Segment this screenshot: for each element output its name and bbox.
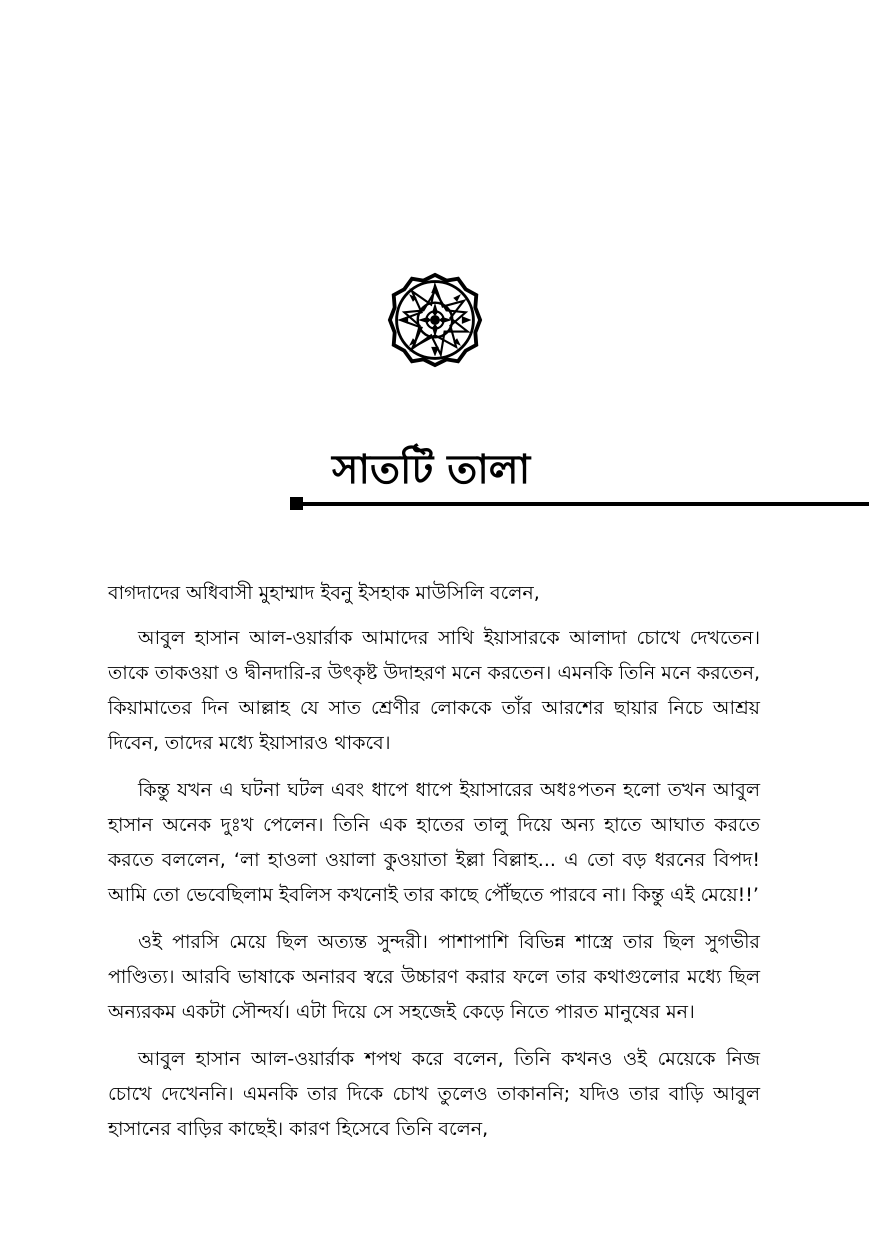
paragraph: ওই পারসি মেয়ে ছিল অত্যন্ত সুন্দরী। পাশাপাশি বিভিন্ন শাস্ত্রে তার ছিল সুগভীর পাণ্ডিত্য। আরবি ভাষাকে অনারব স্বরে উচ্চারণ করার ফলে তার কথাগুলোর মধ্যে ছিল অন্যরকম একটা সৌন্দর্য। এটা দিয়ে সে সহজেই কেড়ে নিতে পারত মানুষের মন। — [108, 931, 760, 1023]
paragraph: কিন্তু যখন এ ঘটনা ঘটল এবং ধাপে ধাপে ইয়াসারের অধঃপতন হলো তখন আবুল হাসান অনেক দুঃখ পেলেন। তিনি এক হাতের তালু দিয়ে অন্য হাতে আঘাত করতে করতে বললেন, ‘লা হাওলা ওয়ালা কুওয়াতা ইল্লা বিল্লাহ... এ তো বড় ধরনের বিপদ! আমি তো ভেবেছিলাম ইবলিস কখনোই তার কাছে পৌঁছতে পারবে না। কিন্তু এই মেয়ে!!’ — [108, 779, 760, 906]
paragraph: আবুল হাসান আল-ওয়ার্রাক শপথ করে বলেন, তিনি কখনও ওই মেয়েকে নিজ চোখে দেখেননি। এমনকি তার দিকে চোখ তুলেও তাকাননি; যদিও তার বাড়ি আবুল হাসানের বাড়ির কাছেই। কারণ হিসেবে তিনি বলেন, — [108, 1048, 760, 1140]
body-text — [108, 576, 760, 1159]
geometric-star-rosette-icon — [387, 272, 483, 368]
paragraph: বাগদাদের অধিবাসী মুহাম্মাদ ইবনু ইসহাক মাউসিলি বলেন, — [108, 582, 540, 604]
chapter-title: সাতটি তালা — [332, 447, 531, 493]
title-underline-rule — [290, 497, 869, 511]
rule-square-marker — [290, 497, 303, 510]
rule-line — [303, 502, 869, 506]
paragraph: আবুল হাসান আল-ওয়ার্রাক আমাদের সাথি ইয়াসারকে আলাদা চোখে দেখতেন। তাকে তাকওয়া ও দ্বীনদারি-র উৎকৃষ্ট উদাহরণ মনে করতেন। এমনকি তিনি মনে করতেন, কিয়ামাতের দিন আল্লাহ যে সাত শ্রেণীর লোককে তাঁর আরশের ছায়ার নিচে আশ্রয় দিবেন, তাদের মধ্যে ইয়াসারও থাকবে। — [108, 627, 760, 754]
